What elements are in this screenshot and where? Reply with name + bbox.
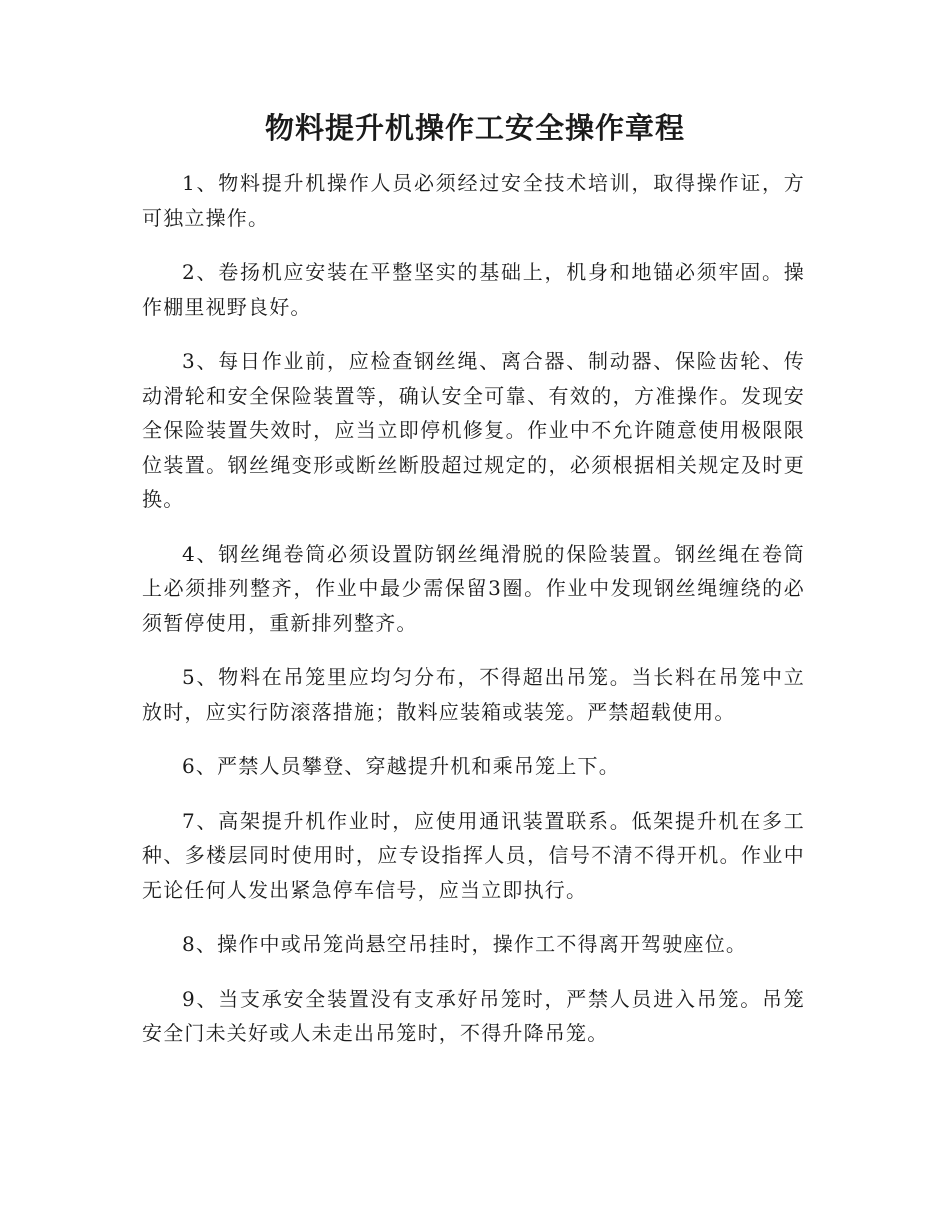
paragraph-3: 3、每日作业前，应检查钢丝绳、离合器、制动器、保险齿轮、传动滑轮和安全保险装置等，确认安全可靠、有效的，方准操作。发现安全保险装置失效时，应当立即停机修复。作业中不允许随意使用极限限位装置。钢丝绳变形或断丝断股超过规定的，必须根据相关规定及时更换。 xyxy=(142,349,805,511)
paragraph-4: 4、钢丝绳卷筒必须设置防钢丝绳滑脱的保险装置。钢丝绳在卷筒上必须排列整齐，作业中最少需保留3圈。作业中发现钢丝绳缠绕的必须暂停使用，重新排列整齐。 xyxy=(142,541,805,635)
paragraph-9: 9、当支承安全装置没有支承好吊笼时，严禁人员进入吊笼。吊笼安全门未关好或人未走出吊笼时，不得升降吊笼。 xyxy=(142,986,805,1045)
paragraph-1: 1、物料提升机操作人员必须经过安全技术培训，取得操作证，方可独立操作。 xyxy=(142,171,805,230)
paragraph-5: 5、物料在吊笼里应均匀分布，不得超出吊笼。当长料在吊笼中立放时，应实行防滚落措施；散料应装箱或装笼。严禁超载使用。 xyxy=(142,665,805,724)
document-body xyxy=(142,166,805,1071)
document-title: 物料提升机操作工安全操作章程 xyxy=(264,111,685,145)
paragraph-6: 6、严禁人员攀登、穿越提升机和乘吊笼上下。 xyxy=(182,754,620,778)
paragraph-8: 8、操作中或吊笼尚悬空吊挂时，操作工不得离开驾驶座位。 xyxy=(182,932,748,956)
paragraph-2: 2、卷扬机应安装在平整坚实的基础上，机身和地锚必须牢固。操作棚里视野良好。 xyxy=(142,260,805,319)
paragraph-7: 7、高架提升机作业时，应使用通讯装置联系。低架提升机在多工种、多楼层同时使用时，应专设指挥人员，信号不清不得开机。作业中无论任何人发出紧急停车信号，应当立即执行。 xyxy=(142,808,805,902)
